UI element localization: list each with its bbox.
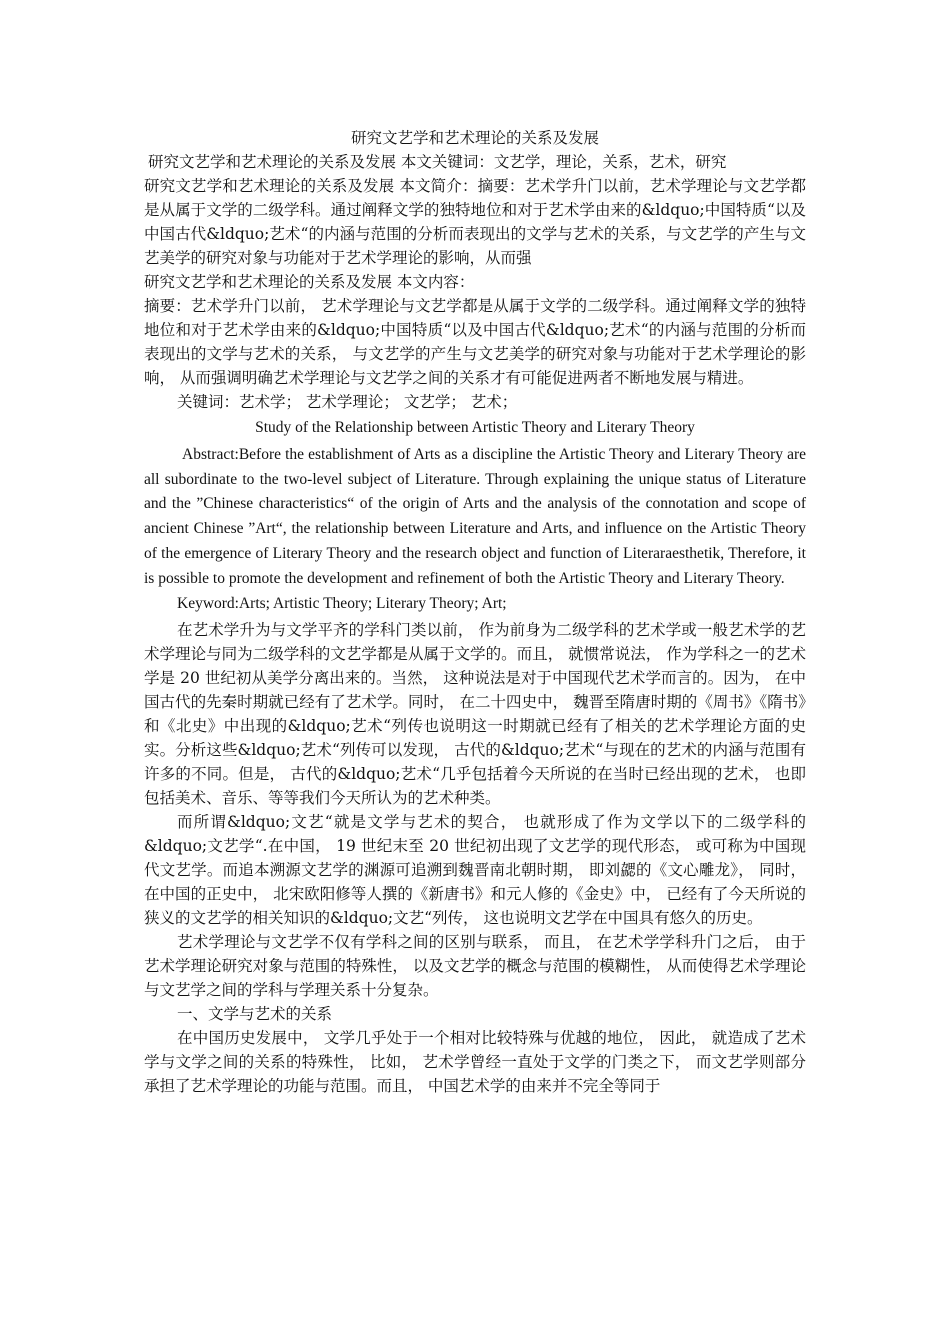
document-title: 研究文艺学和艺术理论的关系及发展 (350, 129, 599, 147)
document-body (144, 126, 806, 1098)
body-paragraph: 艺术学理论与文艺学不仅有学科之间的区别与联系， 而且， 在艺术学学科升门之后， 由于艺术学理论研究对象与范围的特殊性， 以及文艺学的概念与范围的模糊性， 从而使得艺术学理论与文艺学之间的学科与学理关系十分复杂。 (144, 933, 806, 1000)
body-paragraph: 在中国历史发展中， 文学几乎处于一个相对比较特殊与优越的地位， 因此， 就造成了艺术学与文学之间的关系的特殊性， 比如， 艺术学曾经一直处于文学的门类之下， 而文艺学则部分承担了艺术学理论的功能与范围。而且， 中国艺术学的由来并不完全等同于 (144, 1029, 806, 1096)
title-en: Study of the Relationship between Artistic Theory and Literary Theory (255, 419, 695, 436)
body-paragraph: 而所谓&ldquo;文艺“就是文学与艺术的契合， 也就形成了作为文学以下的二级学科的&ldquo;文艺学“.在中国， 19 世纪末至 20 世纪初出现了文艺学的现代形态， 或可称为中国现代文艺学。而追本溯源文艺学的渊源可追溯到魏晋南北朝时期， 即刘勰的《文心雕龙》， 同时， 在中国的正史中， 北宋欧阳修等人撰的《新唐书》和元人修的《金史》中， 已经有了今天所说的狭义的文艺学的相关知识的&ldquo;文艺“列传， 这也说明文艺学在中国具有悠久的历史。 (144, 813, 806, 928)
keywords-en: Keyword:Arts; Artistic Theory; Literary Theory; Art; (177, 594, 507, 612)
abstract-cn: 摘要：艺术学升门以前， 艺术学理论与文艺学都是从属于文学的二级学科。通过阐释文学的独特地位和对于艺术学由来的&ldquo;中国特质“以及中国古代&ldquo;艺术“的内涵与范围的分析而表现出的文学与艺术的关系， 与文艺学的产生与文艺美学的研究对象与功能对于艺术学理论的影响， 从而强调明确艺术学理论与文艺学之间的关系才有可能促进两者不断地发展与精进。 (144, 297, 806, 387)
body-paragraph: 在艺术学升为与文学平齐的学科门类以前， 作为前身为二级学科的艺术学或一般艺术学的艺术学理论与同为二级学科的文艺学都是从属于文学的。而且， 就惯常说法， 作为学科之一的艺术学是 20 世纪初从美学分离出来的。当然， 这种说法是对于中国现代艺术学而言的。因为， 在中国古代的先秦时期就已经有了艺术学。同时， 在二十四史中， 魏晋至隋唐时期的《周书》《隋书》和《北史》中出现的&ldquo;艺术“列传也说明这一时期就已经有了相关的艺术学理论方面的史实。分析这些&ldquo;艺术“列传可以发现， 古代的&ldquo;艺术“与现在的艺术的内涵与范围有许多的不同。但是， 古代的&ldquo;艺术“几乎包括着今天所说的在当时已经出现的艺术， 也即包括美术、音乐、等等我们今天所认为的艺术种类。 (144, 621, 806, 808)
content-line: 研究文艺学和艺术理论的关系及发展 本文内容： (144, 273, 475, 291)
keywords-cn: 关键词：艺术学； 艺术学理论； 文艺学； 艺术； (177, 393, 518, 411)
section-heading: 一、文学与艺术的关系 (177, 1005, 333, 1024)
keywords-line: 研究文艺学和艺术理论的关系及发展 本文关键词：文艺学，理论，关系，艺术，研究 (148, 153, 727, 171)
abstract-en: Abstract:Before the establishment of Arts as a discipline the Artistic Theory and Literary Theory are all subordinate to the two-level subject of Literature. Through explaining the unique status of Literature and the ”Chinese characteristics“ of the origin of Arts and the analysis of the connotation and scope of ancient Chinese ”Art“, the relationship between Literature and Arts, and influence on the Artistic Theory of the emergence of Literary Theory and the research object and function of Literaraesthetik, Therefore, it is possible to promote the development and refinement of both the Artistic Theory and Literary Theory. (144, 445, 806, 587)
intro-line: 研究文艺学和艺术理论的关系及发展 本文简介：摘要：艺术学升门以前，艺术学理论与文艺学都是从属于文学的二级学科。通过阐释文学的独特地位和对于艺术学由来的&ldquo;中国特质“以及中国古代&ldquo;艺术“的内涵与范围的分析而表现出的文学与艺术的关系，与文艺学的产生与文艺美学的研究对象与功能对于艺术学理论的影响，从而强 (144, 177, 806, 267)
